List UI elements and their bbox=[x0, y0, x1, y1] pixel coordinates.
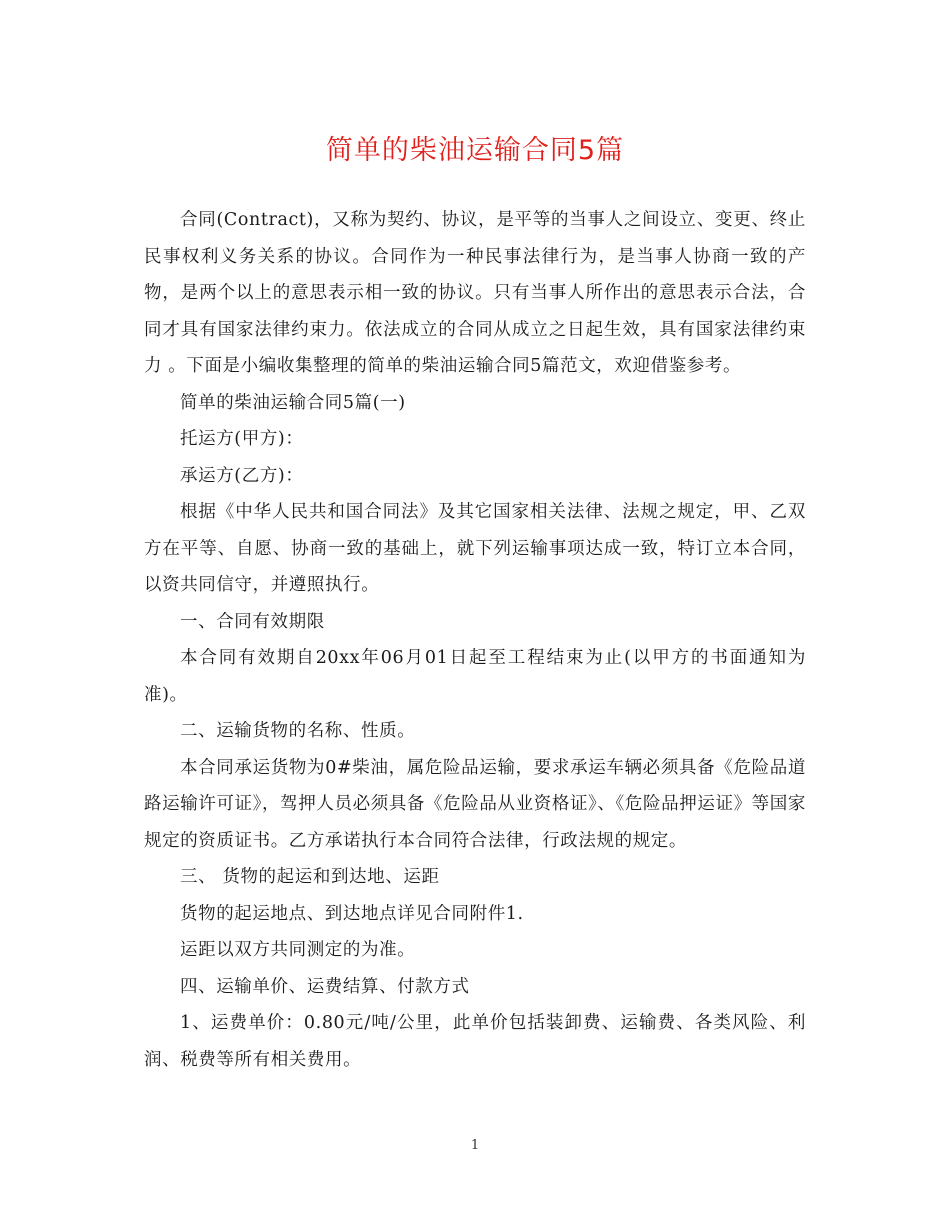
section-heading-goods: 二、运输货物的名称、性质。 bbox=[180, 721, 416, 741]
section-heading-term: 一、合同有效期限 bbox=[180, 611, 325, 632]
paragraph-party-a: 托运方(甲方)： bbox=[180, 429, 304, 449]
paragraph-party-b: 承运方(乙方)： bbox=[180, 465, 304, 486]
document-title: 简单的柴油运输合同5篇 bbox=[325, 135, 625, 166]
paragraph-unit-price: 1、运费单价：0.80元/吨/公里，此单价包括装卸费、运输费、各类风险、利润、税费等所有相关费用。 bbox=[144, 1013, 806, 1070]
page-number: 1 bbox=[470, 1138, 480, 1153]
paragraph-contract-heading: 简单的柴油运输合同5篇(一) bbox=[180, 392, 406, 413]
paragraph-term: 本合同有效期自20xx年06月01日起至工程结束为止(以甲方的书面通知为准)。 bbox=[144, 648, 806, 705]
paragraph-route-distance: 运距以双方共同测定的为准。 bbox=[180, 940, 416, 960]
document-body bbox=[144, 202, 806, 1078]
paragraph-intro: 合同(Contract)，又称为契约、协议，是平等的当事人之间设立、变更、终止民事权利义务关系的协议。合同作为一种民事法律行为，是当事人协商一致的产物，是两个以上的意思表示相一致的协议。只有当事人所作出的意思表示合法，合同才具有国家法律约束力。依法成立的合同从成立之日起生效，具有国家法律约束力 。下面是小编收集整理的简单的柴油运输合同5篇范文，欢迎借鉴参考。 bbox=[144, 210, 806, 376]
paragraph-route-locations: 货物的起运地点、到达地点详见合同附件1. bbox=[180, 903, 524, 924]
paragraph-basis: 根据《中华人民共和国合同法》及其它国家相关法律、法规之规定，甲、乙双方在平等、自愿、协商一致的基础上，就下列运输事项达成一致，特订立本合同，以资共同信守，并遵照执行。 bbox=[144, 502, 806, 595]
paragraph-goods: 本合同承运货物为0#柴油，属危险品运输，要求承运车辆必须具备《危险品道路运输许可证》，驾押人员必须具备《危险品从业资格证》、《危险品押运证》等国家规定的资质证书。乙方承诺执行本合同符合法律，行政法规的规定。 bbox=[144, 757, 806, 851]
section-heading-payment: 四、运输单价、运费结算、付款方式 bbox=[180, 976, 470, 997]
section-heading-route: 三、 货物的起运和到达地、运距 bbox=[180, 867, 440, 887]
